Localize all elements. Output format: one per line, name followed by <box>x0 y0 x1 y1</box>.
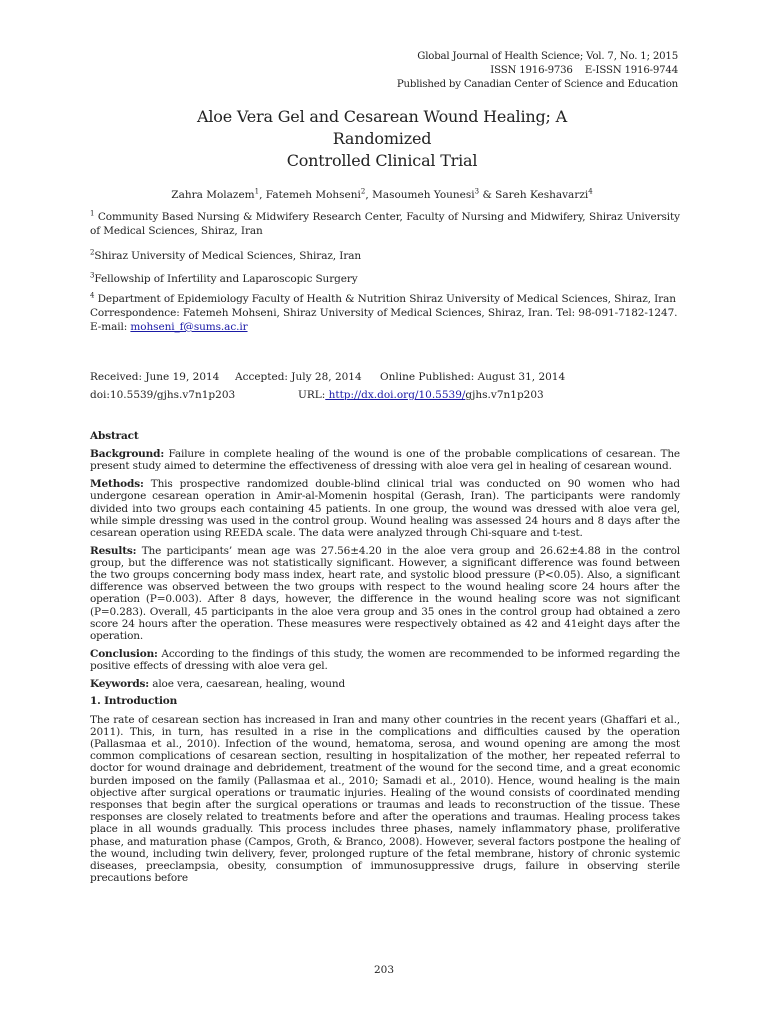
conclusion-label: Conclusion: <box>90 647 158 660</box>
author-affiliation-number: 4 <box>588 187 593 196</box>
page-number: 203 <box>373 964 395 976</box>
author-name: Masoumeh Younesi <box>372 189 475 201</box>
received-date: Received: June 19, 2014 <box>90 371 220 383</box>
background-label: Background: <box>90 448 165 461</box>
affiliation-number: 4 <box>90 291 95 300</box>
affiliation-number: 3 <box>90 271 95 280</box>
author-name: Sareh Keshavarzi <box>495 189 589 201</box>
keywords-label: Keywords: <box>90 677 150 690</box>
title-line-3: Controlled Clinical Trial <box>286 151 478 170</box>
methods-label: Methods: <box>90 478 144 491</box>
affiliation-text: Department of Epidemiology Faculty of Health & Nutrition Shiraz University of Medical Sciences, Shiraz, Iran <box>97 293 676 305</box>
affiliation-number: 1 <box>90 209 95 218</box>
article-body <box>90 430 680 890</box>
url-label: URL: <box>298 389 326 401</box>
email-link[interactable]: mohseni_f@sums.ac.ir <box>130 321 248 333</box>
affiliation-4 <box>90 292 680 334</box>
affiliation-text: Community Based Nursing & Midwifery Research Center, Faculty of Nursing and Midwifery, Shiraz University of Medical Sciences, Shiraz, Iran <box>90 211 680 237</box>
doi-line <box>90 386 680 404</box>
journal-issn: ISSN 1916-9736 E-ISSN 1916-9744 <box>490 65 678 76</box>
accepted-date: Accepted: July 28, 2014 <box>235 371 362 383</box>
abstract-conclusion <box>90 648 680 672</box>
conclusion-text: According to the findings of this study, the women are recommended to be informed regarding the positive effects of dressing with aloe vera gel. <box>90 647 680 672</box>
published-date: Online Published: August 31, 2014 <box>380 371 566 383</box>
author-name: Fatemeh Mohseni <box>265 189 361 201</box>
article-title <box>90 106 674 172</box>
introduction-heading: 1. Introduction <box>90 695 178 708</box>
affiliation-1 <box>90 210 680 238</box>
author-separator: , <box>259 189 266 201</box>
abstract-background <box>90 448 680 472</box>
affiliation-3 <box>90 272 680 286</box>
results-label: Results: <box>90 544 137 557</box>
dates-line <box>90 368 680 386</box>
methods-text: This prospective randomized double-blind clinical trial was conducted on 90 women who had undergone cesarean operation in Amir-al-Momenin hospital (Gerash, Iran). The participants were randomly divided into two groups each containing 45 patients. In one group, the wound was dressed with aloe vera gel, while simple dressing was used in the control group. Wound healing was assessed 24 hours and 8 days after the cesarean operation using REEDA scale. The data were analyzed through Chi-square and t-test. <box>90 478 680 539</box>
author-list <box>90 188 674 202</box>
url-suffix: gjhs.v7n1p203 <box>465 389 544 401</box>
email-label: E-mail: <box>90 321 131 333</box>
affiliation-text: Fellowship of Infertility and Laparoscopic Surgery <box>94 273 358 285</box>
journal-header <box>238 50 678 92</box>
results-text: The participants’ mean age was 27.56±4.20 in the aloe vera group and 26.62±4.88 in the control group, but the difference was not statistically significant. However, a significant difference was found between the two groups concerning body mass index, heart rate, and systolic blood pressure (P<0.05). Also, a significant difference was observed between the two groups with respect to the wound healing score 24 hours after the operation (P=0.003). After 8 days, however, the difference in the wound healing score was not significant (P=0.283). Overall, 45 participants in the aloe vera group and 35 ones in the control group had obtained a zero score 24 hours after the operation. These measures were respectively obtained as 42 and 41eight days after the operation. <box>90 544 680 643</box>
title-line-1: Aloe Vera Gel and Cesarean Wound Healing; A <box>197 107 567 126</box>
doi: doi:10.5539/gjhs.v7n1p203 <box>90 389 236 401</box>
keywords-text: aloe vera, caesarean, healing, wound <box>149 677 346 690</box>
author-name: Zahra Molazem <box>171 189 255 201</box>
introduction-paragraph: The rate of cesarean section has increased in Iran and many other countries in the recent years (Ghaffari et al., 2011). This, in turn, has resulted in a rise in the complications and difficulties caused by the operation (Pallasmaa et al., 2010). Infection of the wound, hematoma, serosa, and wound opening are among the most common complications of cesarean section, resulting in hospitalization of the mother, her repeated referral to doctor for wound drainage and debridement, treatment of the wound for the second time, and a great economic burden imposed on the family (Pallasmaa et al., 2010; Samadi et al., 2010). Hence, wound healing is the main objective after surgical operations or traumatic injuries. Healing of the wound consists of coordinated mending responses that begin after the surgical operations or traumas and leads to reconstruction of the tissue. These responses are closely related to treatments before and after the operations and traumas. Healing process takes place in all wounds gradually. This process includes three phases, namely inflammatory phase, proliferative phase, and maturation phase (Campos, Groth, & Branco, 2008). However, several factors postpone the healing of the wound, including twin delivery, fever, prolonged rupture of the fetal membrane, history of chronic systemic diseases, preeclampsia, obesity, consumption of immunosuppressive drugs, failure in observing sterile precautions before <box>90 713 680 885</box>
author-separator: , <box>365 189 373 201</box>
doi-url-link[interactable]: http://dx.doi.org/10.5539/ <box>325 389 466 401</box>
affiliation-2 <box>90 249 680 263</box>
background-text: Failure in complete healing of the wound is one of the probable complications of cesarean. The present study aimed to determine the effectiveness of dressing with aloe vera gel in healing of cesarean wound. <box>90 448 680 473</box>
title-line-2: Randomized <box>332 129 432 148</box>
author-affiliation-number: 1 <box>254 187 260 196</box>
email-line <box>90 320 680 334</box>
author-separator: & <box>479 189 496 201</box>
affiliation-number: 2 <box>90 248 95 257</box>
journal-publisher: Published by Canadian Center of Science and Education <box>396 79 678 90</box>
author-affiliation-number: 3 <box>474 187 480 196</box>
article-dates <box>90 368 680 404</box>
affiliation-text: Shiraz University of Medical Sciences, Shiraz, Iran <box>94 250 362 262</box>
abstract-results <box>90 545 680 643</box>
journal-citation: Global Journal of Health Science; Vol. 7, No. 1; 2015 <box>417 51 678 62</box>
keywords <box>90 678 680 690</box>
correspondence: Correspondence: Fatemeh Mohseni, Shiraz University of Medical Sciences, Shiraz, Iran. Tel: 98-091-7182-1247. <box>90 307 678 319</box>
abstract-methods <box>90 478 680 539</box>
author-affiliation-number: 2 <box>360 187 366 196</box>
abstract-heading: Abstract <box>90 430 139 442</box>
